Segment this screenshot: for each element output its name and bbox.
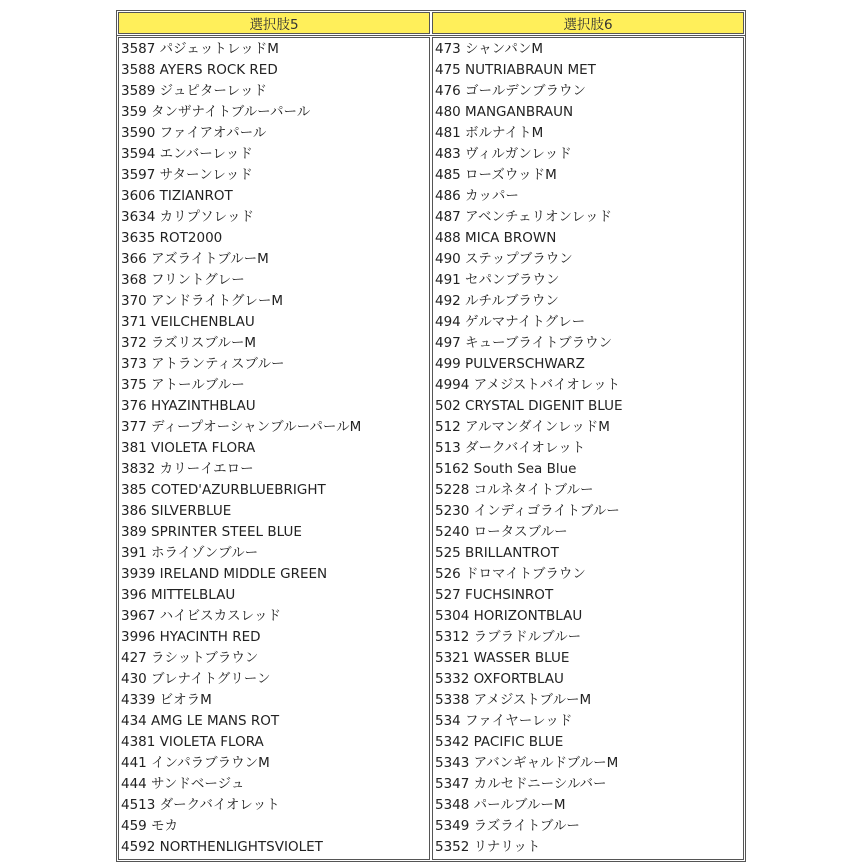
list-item: 5304 HORIZONTBLAU (435, 608, 583, 624)
list-item: 526 ドロマイトブラウン (435, 566, 586, 582)
list-item: 3594 エンバーレッド (121, 146, 253, 162)
list-item: 5342 PACIFIC BLUE (435, 734, 564, 750)
list-item: 527 FUCHSINROT (435, 587, 554, 603)
list-item: 5347 カルセドニーシルバー (435, 776, 607, 792)
list-item: 359 タンザナイトブルーパール (121, 104, 311, 120)
list-item: 459 モカ (121, 818, 179, 834)
list-item: 3832 カリーイエロー (121, 461, 254, 477)
list-item: 385 COTED'AZURBLUEBRIGHT (121, 482, 326, 498)
list-item: 3597 サターンレッド (121, 167, 253, 183)
column-header-option6: 選択肢6 (432, 12, 744, 34)
list-item: 499 PULVERSCHWARZ (435, 356, 585, 372)
list-item: 3939 IRELAND MIDDLE GREEN (121, 566, 328, 582)
list-item: 381 VIOLETA FLORA (121, 440, 256, 456)
list-item: 368 フリントグレー (121, 272, 245, 288)
list-item: 4592 NORTHENLIGHTSVIOLET (121, 839, 323, 855)
list-item: 5338 アメジストブルーM (435, 692, 592, 708)
list-item: 5332 OXFORTBLAU (435, 671, 564, 687)
table-header-row (117, 11, 745, 36)
list-item: 373 アトランティスブルー (121, 356, 285, 372)
list-item: 476 ゴールデンブラウン (435, 83, 587, 99)
list-item: 372 ラズリスブルーM (121, 335, 256, 351)
list-item: 487 アベンチェリオンレッド (435, 209, 613, 225)
list-item: 3635 ROT2000 (121, 230, 223, 246)
list-item: 391 ホライゾンブルー (121, 545, 259, 561)
list-item: 481 ボルナイトM (435, 125, 544, 141)
list-item: 370 アンドライトグレーM (121, 293, 283, 309)
options-table (116, 10, 746, 862)
list-item: 3634 カリプソレッド (121, 209, 255, 225)
list-item: 485 ローズウッドM (435, 167, 557, 183)
list-item: 490 ステップブラウン (435, 251, 573, 267)
list-item: 386 SILVERBLUE (121, 503, 232, 519)
list-item: 5349 ラズライトブルー (435, 818, 580, 834)
list-item: 4994 アメジストバイオレット (435, 377, 621, 393)
list-item: 441 インパラブラウンM (121, 755, 270, 771)
list-item: 376 HYAZINTHBLAU (121, 398, 256, 414)
list-item: 491 セパンブラウン (435, 272, 560, 288)
list-item: 396 MITTELBLAU (121, 587, 236, 603)
list-item: 502 CRYSTAL DIGENIT BLUE (435, 398, 623, 414)
list-item: 366 アズライトブルーM (121, 251, 269, 267)
table-body-row (117, 36, 745, 861)
list-item: 434 AMG LE MANS ROT (121, 713, 280, 729)
list-item: 5348 パールブルーM (435, 797, 566, 813)
list-item: 3606 TIZIANROT (121, 188, 233, 204)
option6-list-cell (432, 37, 744, 860)
list-item: 4513 ダークバイオレット (121, 797, 280, 813)
list-item: 486 カッパー (435, 188, 519, 204)
list-item: 377 ディープオーシャンブルーパールM (121, 419, 362, 435)
list-item: 427 ラシットブラウン (121, 650, 259, 666)
list-item: 444 サンドベージュ (121, 776, 245, 792)
list-item: 494 ゲルマナイトグレー (435, 314, 586, 330)
list-item: 534 ファイヤーレッド (435, 713, 573, 729)
list-item: 5312 ラブラドルブルー (435, 629, 582, 645)
list-item: 488 MICA BROWN (435, 230, 557, 246)
list-item: 483 ヴィルガンレッド (435, 146, 572, 162)
list-item: 5240 ロータスブルー (435, 524, 568, 540)
list-item: 475 NUTRIABRAUN MET (435, 62, 596, 78)
list-item: 375 アトールブルー (121, 377, 245, 393)
list-item: 3967 ハイビスカスレッド (121, 608, 282, 624)
list-item: 5230 インディゴライトブルー (435, 503, 620, 519)
list-item: 5352 リナリット (435, 839, 541, 855)
list-item: 3587 パジェットレッドM (121, 41, 279, 57)
list-item: 430 ブレナイトグリーン (121, 671, 271, 687)
list-item: 473 シャンパンM (435, 41, 543, 57)
list-item: 3590 ファイアオパール (121, 125, 267, 141)
list-item: 525 BRILLANTROT (435, 545, 559, 561)
option5-list-cell (118, 37, 430, 860)
list-item: 480 MANGANBRAUN (435, 104, 574, 120)
list-item: 5343 アバンギャルドブルーM (435, 755, 619, 771)
list-item: 389 SPRINTER STEEL BLUE (121, 524, 302, 540)
list-item: 4381 VIOLETA FLORA (121, 734, 264, 750)
list-item: 4339 ビオラM (121, 692, 212, 708)
list-item: 513 ダークバイオレット (435, 440, 586, 456)
list-item: 497 キューブライトブラウン (435, 335, 613, 351)
list-item: 5228 コルネタイトブルー (435, 482, 594, 498)
list-item: 3588 AYERS ROCK RED (121, 62, 278, 78)
column-header-option5: 選択肢5 (118, 12, 430, 34)
list-item: 492 ルチルブラウン (435, 293, 559, 309)
list-item: 512 アルマンダインレッドM (435, 419, 610, 435)
list-item: 371 VEILCHENBLAU (121, 314, 255, 330)
list-item: 5321 WASSER BLUE (435, 650, 570, 666)
list-item: 5162 South Sea Blue (435, 461, 577, 477)
list-item: 3589 ジュピターレッド (121, 83, 267, 99)
list-item: 3996 HYACINTH RED (121, 629, 261, 645)
